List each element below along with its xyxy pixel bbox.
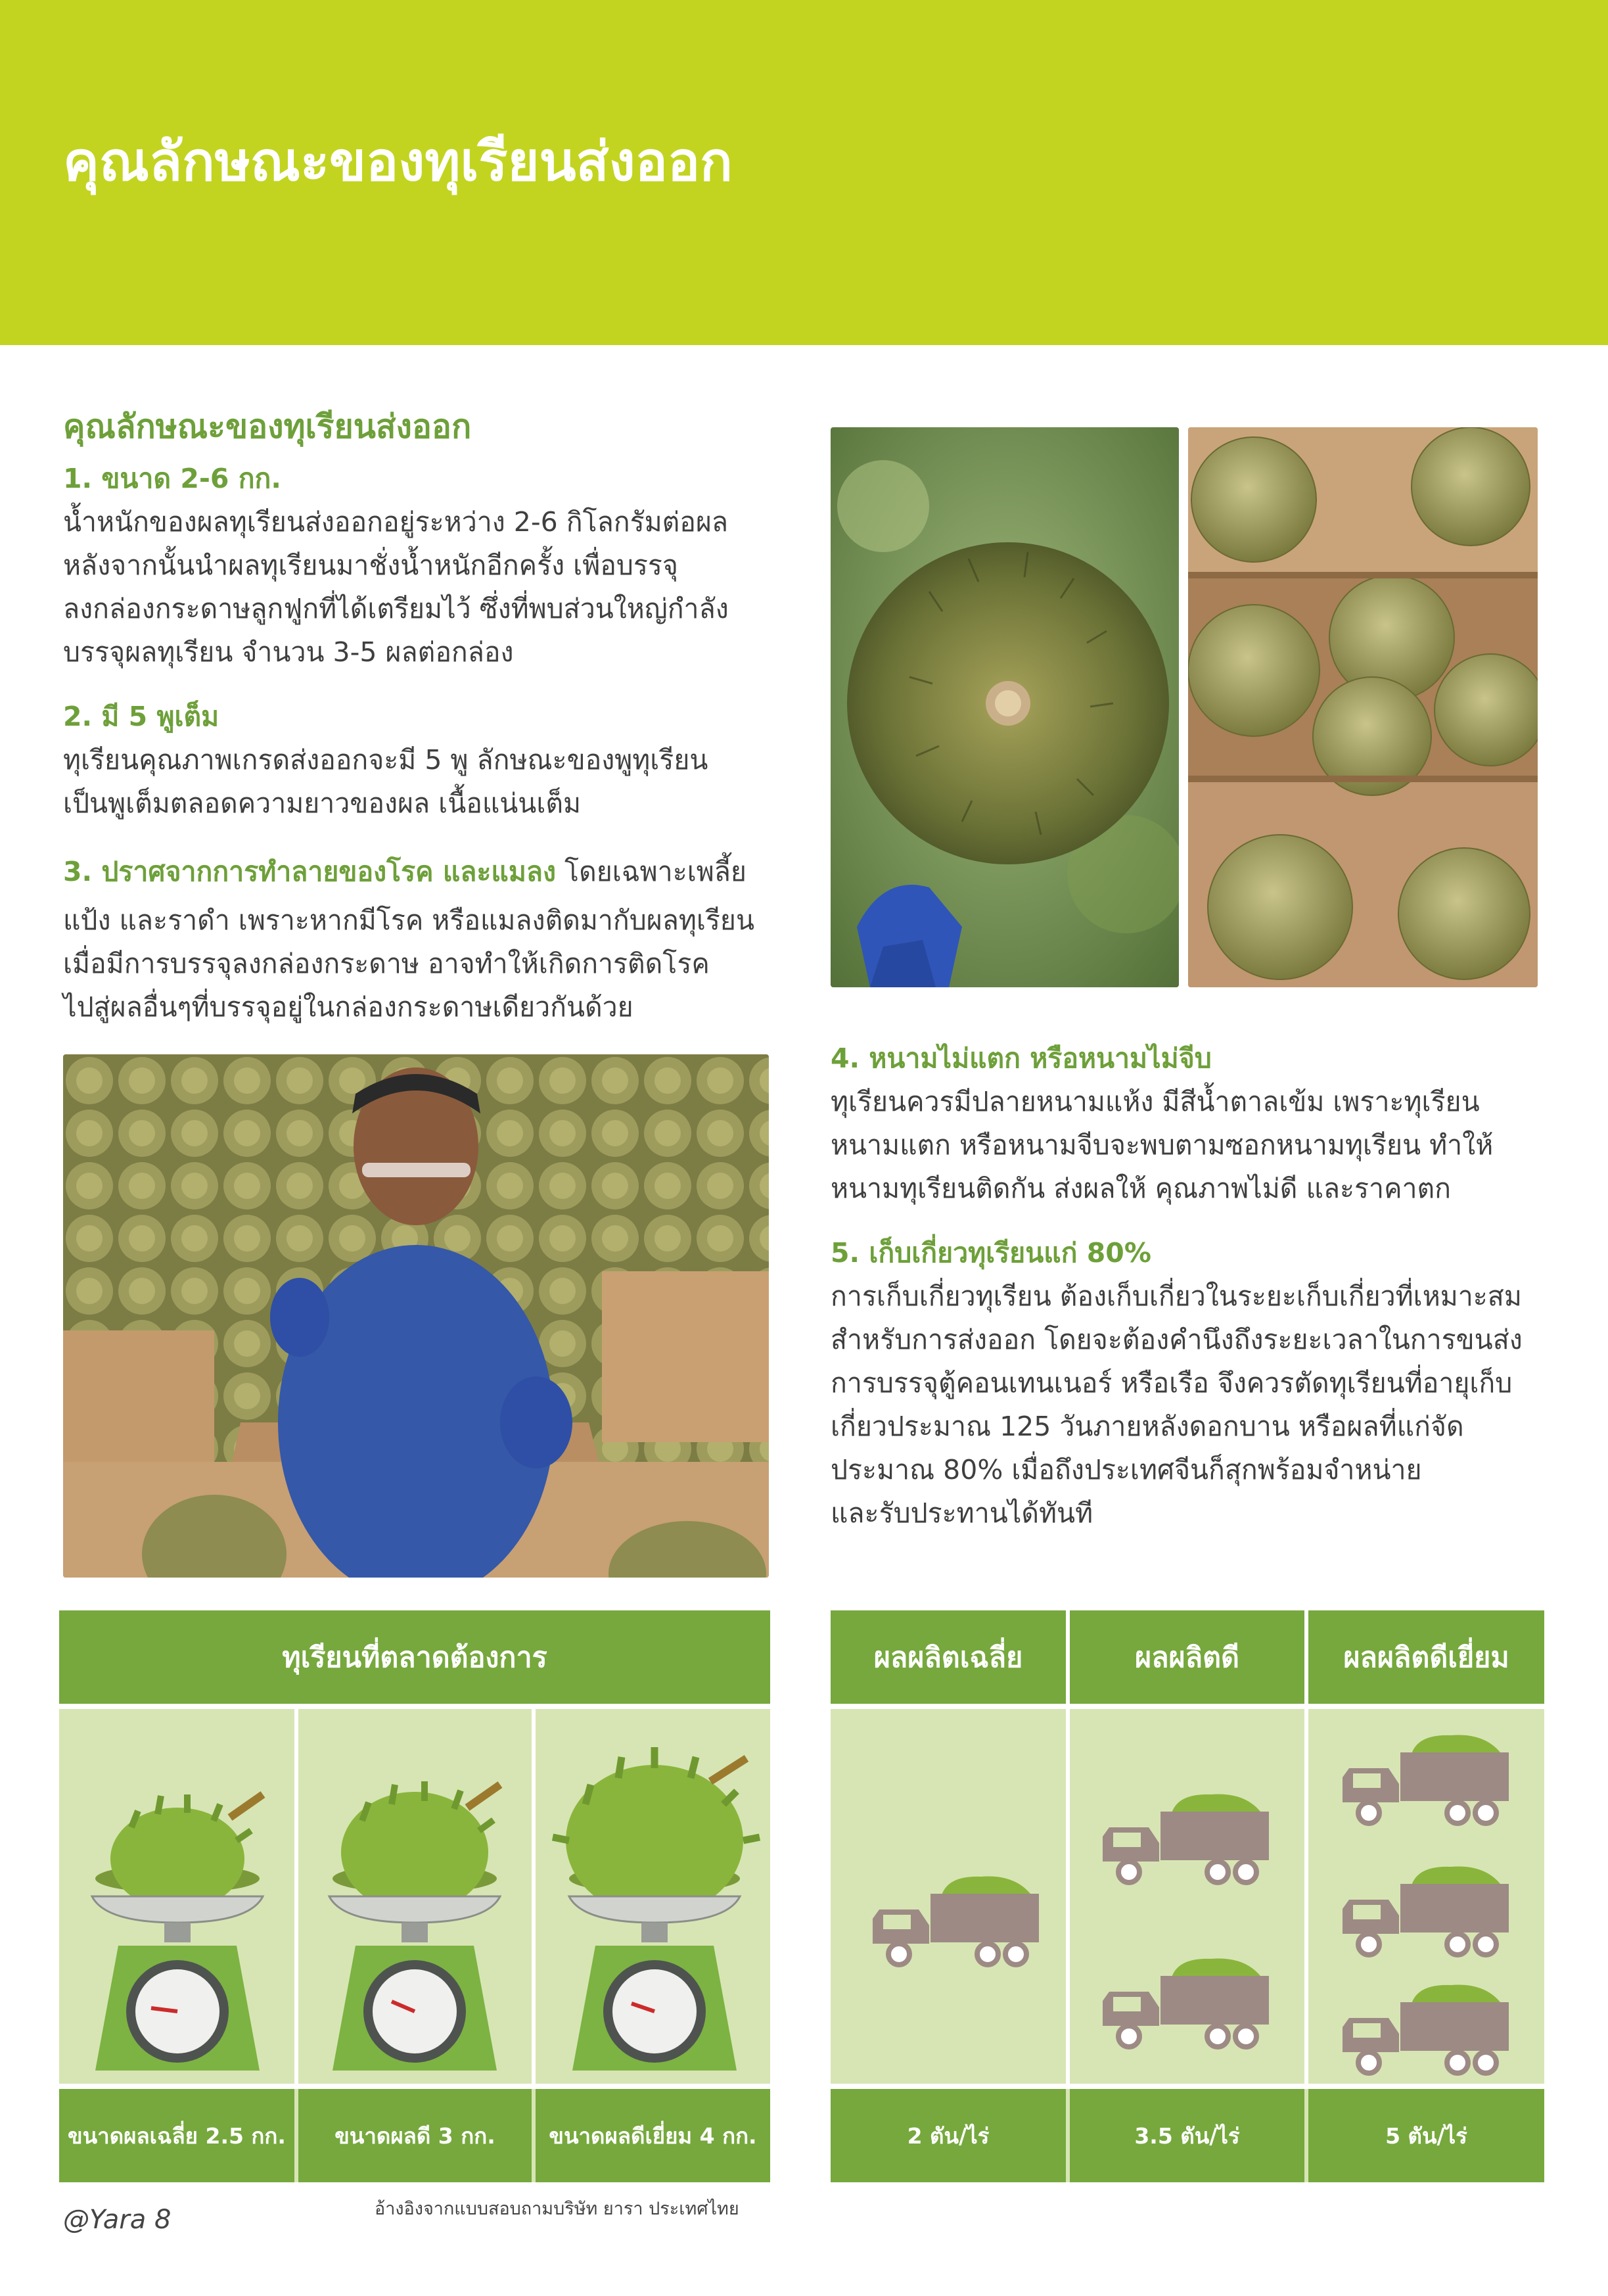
text-line: การบรรจุตู้คอนเทนเนอร์ หรือเรือ จึงควรตัดทุเรียนที่อายุเก็บ xyxy=(831,1367,1513,1399)
text-line: ไปสู่ผลอื่นๆที่บรรจุอยู่ในกล่องกระดาษเดียวกันด้วย xyxy=(63,991,633,1023)
text-line: ประมาณ 80% เมื่อถึงประเทศจีนก็สุกพร้อมจำหน่าย xyxy=(831,1454,1422,1486)
item-title: 4. หนามไม่แตก หรือหนามไม่จีบ xyxy=(831,1043,1212,1074)
panel-divider xyxy=(831,1704,1544,1709)
text-line: เป็นพูเต็มตลอดความยาวของผล เนื้อแน่นเต็ม xyxy=(63,787,581,820)
item-1 xyxy=(63,461,786,674)
item-body xyxy=(63,500,786,674)
yield-header: ผลผลิตเฉลี่ย xyxy=(831,1610,1066,1704)
text-line: เกี่ยวประมาณ 125 วันภายหลังดอกบาน หรือผลที่แก่จัด xyxy=(831,1411,1464,1443)
source-note: อ้างอิงจากแบบสอบถามบริษัท ยารา ประเทศไทย xyxy=(375,2199,739,2219)
item-title-rest: โดยเฉพาะเพลี้ย xyxy=(556,856,747,887)
market-demand-panel xyxy=(59,1610,770,2182)
durian-truck-icon xyxy=(1336,1722,1513,1827)
page-title: คุณลักษณะของทุเรียนส่งออก xyxy=(63,131,733,193)
item-4 xyxy=(831,1041,1553,1210)
photo-durians-in-boxes xyxy=(1188,427,1538,987)
market-panel-header: ทุเรียนที่ตลาดต้องการ xyxy=(59,1610,770,1704)
item-body xyxy=(831,1080,1553,1210)
item-body xyxy=(63,899,799,1029)
photo-farmer-with-durians xyxy=(63,1054,769,1578)
panel-divider xyxy=(59,2084,770,2089)
item-5 xyxy=(831,1236,1580,1535)
panel-divider xyxy=(831,2084,1544,2089)
yield-header: ผลผลิตดี xyxy=(1070,1610,1304,1704)
text-line: แป้ง และราดำ เพราะหากมีโรค หรือแมลงติดมากับผลทุเรียน xyxy=(63,904,754,937)
panel-divider xyxy=(59,1704,770,1709)
text-line: หนามแตก หรือหนามจีบจะพบตามซอกหนามทุเรียน ทำให้ xyxy=(831,1129,1494,1161)
photo-durian-in-hand xyxy=(831,427,1179,987)
truck-column-excellent xyxy=(1308,1709,1544,2084)
text-line: ทุเรียนควรมีปลายหนามแห้ง มีสีน้ำตาลเข้ม เพราะทุเรียน xyxy=(831,1086,1480,1118)
text-line: บรรจุผลทุเรียน จำนวน 3-5 ผลต่อกล่อง xyxy=(63,636,514,668)
text-line: เมื่อมีการบรรจุลงกล่องกระดาษ อาจทำให้เกิดการติดโรค xyxy=(63,948,710,980)
yield-header: ผลผลิตดีเยี่ยม xyxy=(1308,1610,1544,1704)
item-body xyxy=(831,1275,1580,1535)
yield-value: 3.5 ตัน/ไร่ xyxy=(1070,2089,1304,2182)
text-line: การเก็บเกี่ยวทุเรียน ต้องเก็บเกี่ยวในระยะเก็บเกี่ยวที่เหมาะสม xyxy=(831,1280,1522,1313)
durian-truck-icon xyxy=(866,1863,1044,1969)
item-title: 5. เก็บเกี่ยวทุเรียนแก่ 80% xyxy=(831,1237,1151,1269)
panel-divider xyxy=(294,1709,298,2084)
item-body xyxy=(63,738,786,825)
item-title: 3. ปราศจากการทำลายของโรค และแมลง xyxy=(63,856,557,887)
text-line: ลงกล่องกระดาษลูกฟูกที่ได้เตรียมไว้ ซึ่งที่พบส่วนใหญ่กำลัง xyxy=(63,593,729,625)
durian-truck-icon xyxy=(1336,1854,1513,1959)
item-title: 2. มี 5 พูเต็ม xyxy=(63,701,219,732)
text-line: ทุเรียนคุณภาพเกรดส่งออกจะมี 5 พู ลักษณะของพูทุเรียน xyxy=(63,744,708,776)
truck-column-average xyxy=(831,1709,1066,2084)
panel-divider xyxy=(532,1709,536,2084)
size-label: ขนาดผลดี 3 กก. xyxy=(298,2089,532,2182)
size-label: ขนาดผลดีเยี่ยม 4 กก. xyxy=(536,2089,770,2182)
item-3 xyxy=(63,855,799,1029)
item-title-line xyxy=(63,855,799,889)
durian-scale-icon xyxy=(72,1781,283,2084)
item-2 xyxy=(63,699,786,825)
yield-value: 5 ตัน/ไร่ xyxy=(1308,2089,1544,2182)
yield-panel xyxy=(831,1610,1544,2182)
text-line: น้ำหนักของผลทุเรียนส่งออกอยู่ระหว่าง 2-6 กิโลกรัมต่อผล xyxy=(63,506,729,538)
durian-truck-icon xyxy=(1336,1972,1513,2077)
section-heading: คุณลักษณะของทุเรียนส่งออก xyxy=(63,408,472,446)
durian-truck-icon xyxy=(1096,1781,1274,1886)
text-line: สำหรับการส่งออก โดยจะต้องคำนึงถึงระยะเวลาในการขนส่ง xyxy=(831,1324,1523,1356)
truck-column-good xyxy=(1070,1709,1304,2084)
size-label: ขนาดผลเฉลี่ย 2.5 กก. xyxy=(59,2089,294,2182)
durian-scale-icon xyxy=(546,1742,763,2084)
durian-scale-icon xyxy=(310,1768,520,2084)
durian-truck-icon xyxy=(1096,1946,1274,2051)
page-footer: @Yara 8 xyxy=(63,2205,172,2235)
yield-value: 2 ตัน/ไร่ xyxy=(831,2089,1066,2182)
item-title: 1. ขนาด 2-6 กก. xyxy=(63,463,281,494)
text-line: และรับประทานได้ทันที xyxy=(831,1497,1093,1530)
text-line: หนามทุเรียนติดกัน ส่งผลให้ คุณภาพไม่ดี และราคาตก xyxy=(831,1173,1451,1205)
text-line: หลังจากนั้นนำผลทุเรียนมาชั่งน้ำหนักอีกครั้ง เพื่อบรรจุ xyxy=(63,550,678,582)
